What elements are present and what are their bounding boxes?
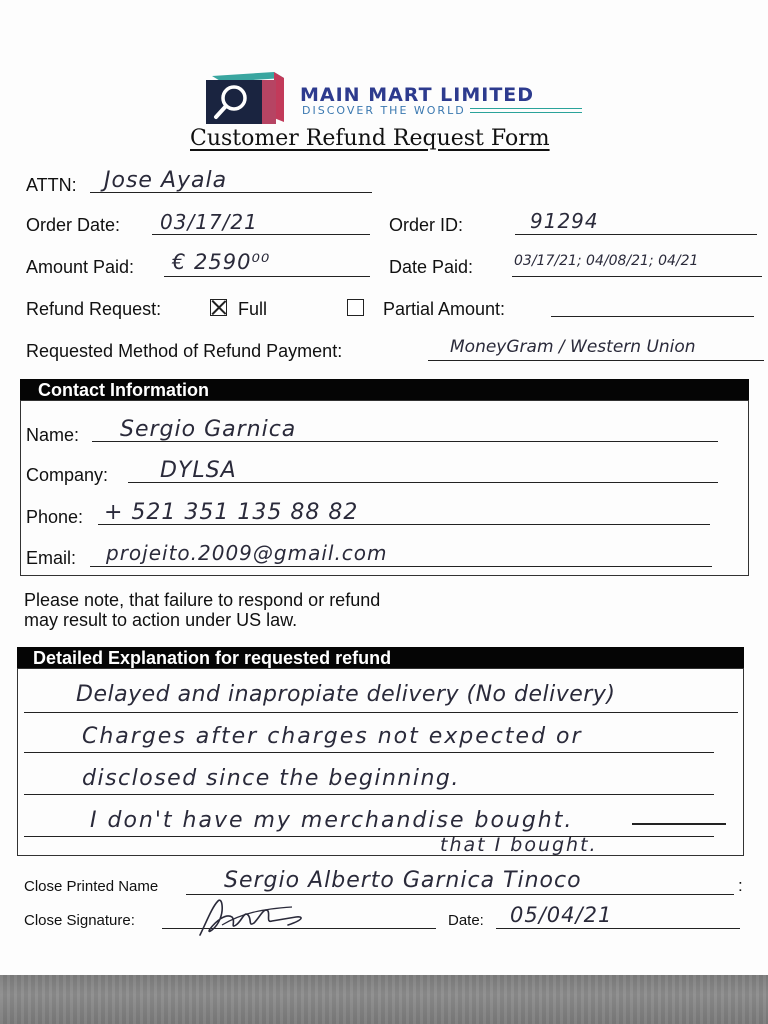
explanation-line[interactable]: I don't have my merchandise bought. <box>90 808 574 833</box>
contact-section-heading: Contact Information <box>20 379 749 401</box>
explanation-line[interactable]: Delayed and inapropiate delivery (No delivery) <box>76 682 616 707</box>
contact-company-value[interactable]: DYLSA <box>160 458 237 483</box>
partial-amount-line <box>551 316 754 317</box>
strikethrough-mark <box>632 823 726 825</box>
explanation-line[interactable]: disclosed since the beginning. <box>82 766 460 791</box>
form-title: Customer Refund Request Form <box>190 126 550 151</box>
explanation-rule <box>24 794 714 795</box>
contact-phone-label: Phone: <box>26 507 84 527</box>
amount-paid-line <box>164 276 370 277</box>
explanation-rule <box>24 836 714 837</box>
amount-paid-label: Amount Paid: <box>26 257 135 277</box>
date-paid-line <box>512 276 762 277</box>
explanation-line[interactable]: Charges after charges not expected or <box>82 724 583 749</box>
explanation-rule <box>24 712 738 713</box>
contact-phone-value[interactable]: + 521 351 135 88 82 <box>104 500 359 525</box>
scan-border <box>0 975 768 1024</box>
closing-date-value[interactable]: 05/04/21 <box>510 903 613 927</box>
tagline-rule <box>470 112 582 113</box>
explanation-addendum[interactable]: that I bought. <box>440 834 598 856</box>
printed-name-suffix: : <box>738 876 743 895</box>
closing-date-label: Date: <box>448 912 484 929</box>
amount-paid-value[interactable]: € 2590⁰⁰ <box>172 250 271 274</box>
tagline-rule <box>470 108 582 109</box>
order-date-line <box>152 234 370 235</box>
partial-amount-label: Partial Amount: <box>383 299 506 319</box>
refund-method-label: Requested Method of Refund Payment: <box>26 341 343 361</box>
contact-email-label: Email: <box>26 548 77 568</box>
full-refund-checkbox[interactable] <box>210 299 227 316</box>
attn-value[interactable]: Jose Ayala <box>104 168 228 193</box>
refund-request-label: Refund Request: <box>26 299 162 319</box>
brand-tagline: DISCOVER THE WORLD <box>302 104 466 117</box>
printed-name-label: Close Printed Name <box>24 878 159 895</box>
explanation-section-heading: Detailed Explanation for requested refund <box>17 647 744 669</box>
date-paid-value[interactable]: 03/17/21; 04/08/21; 04/21 <box>514 253 699 269</box>
legal-notice-line2: may result to action under US law. <box>24 610 298 630</box>
contact-email-value[interactable]: projeito.2009@gmail.com <box>106 541 388 565</box>
order-id-label: Order ID: <box>389 215 464 235</box>
contact-name-value[interactable]: Sergio Garnica <box>120 417 297 442</box>
explanation-rule <box>24 752 714 753</box>
order-date-value[interactable]: 03/17/21 <box>160 210 258 234</box>
full-refund-label: Full <box>238 299 268 319</box>
refund-method-value[interactable]: MoneyGram / Western Union <box>450 337 696 357</box>
signature-mark[interactable] <box>192 895 312 939</box>
partial-refund-checkbox[interactable] <box>347 299 364 316</box>
brand-name: MAIN MART LIMITED <box>300 84 535 106</box>
refund-method-line <box>428 360 764 361</box>
brand-logo-icon <box>204 70 286 126</box>
legal-notice-line1: Please note, that failure to respond or refund <box>24 590 381 610</box>
order-id-value[interactable]: 91294 <box>530 209 599 233</box>
contact-email-line <box>90 566 712 567</box>
attn-label: ATTN: <box>26 175 77 195</box>
date-paid-label: Date Paid: <box>389 257 474 277</box>
signature-label: Close Signature: <box>24 912 135 929</box>
order-date-label: Order Date: <box>26 215 121 235</box>
order-id-line <box>515 234 757 235</box>
printed-name-value[interactable]: Sergio Alberto Garnica Tinoco <box>224 868 582 893</box>
closing-date-line <box>496 928 740 929</box>
contact-name-label: Name: <box>26 425 80 445</box>
contact-company-label: Company: <box>26 465 109 485</box>
